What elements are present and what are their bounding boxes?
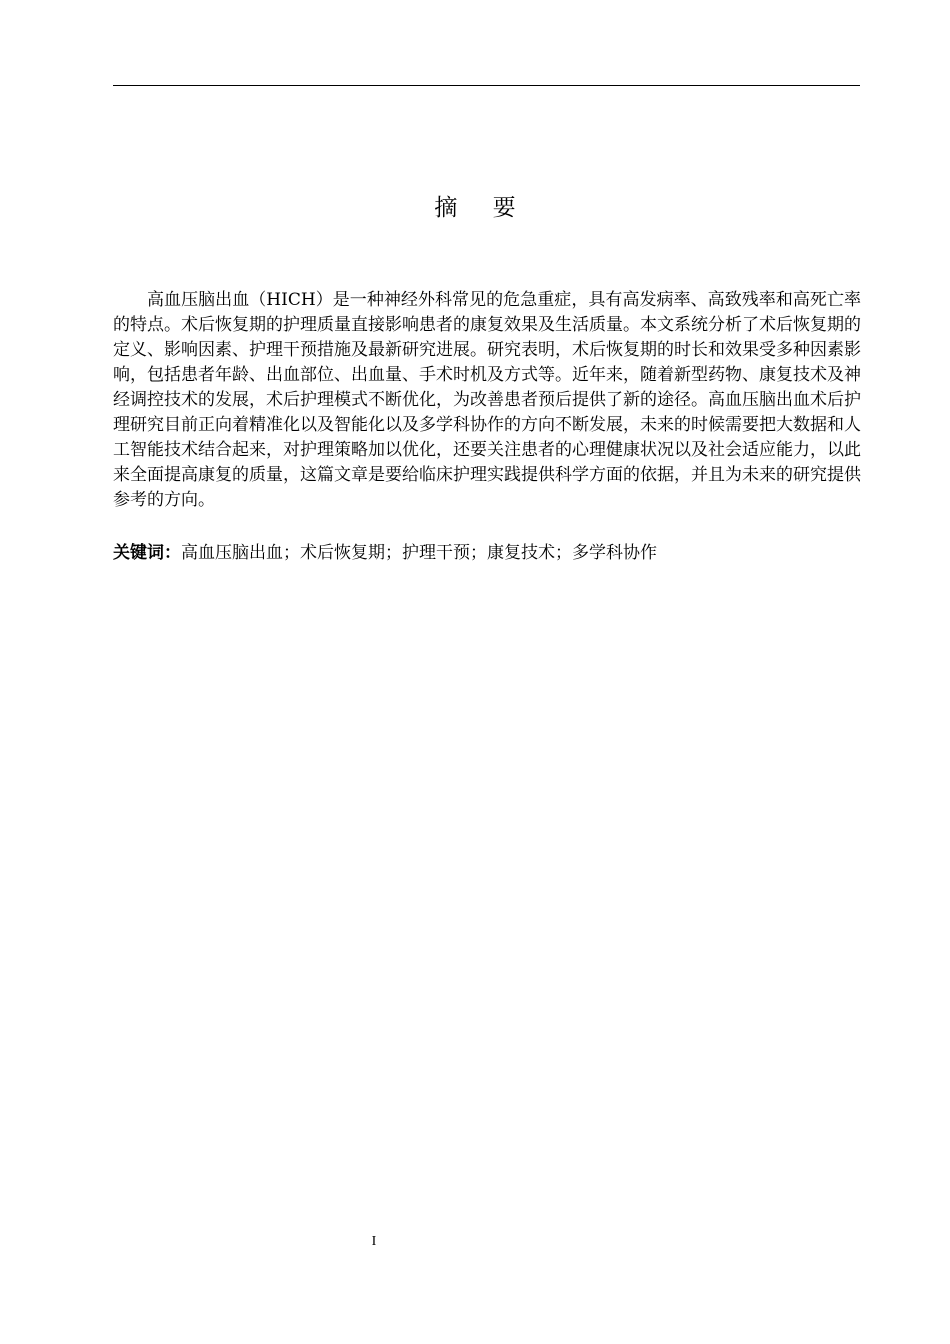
- keywords-line: [113, 541, 861, 566]
- page-number: I: [371, 1234, 377, 1249]
- abstract-body: 高血压脑出血（HICH）是一种神经外科常见的危急重症，具有高发病率、高致残率和高死亡率的特点。术后恢复期的护理质量直接影响患者的康复效果及生活质量。本文系统分析了术后恢复期的定义、影响因素、护理干预措施及最新研究进展。研究表明，术后恢复期的时长和效果受多种因素影响，包括患者年龄、出血部位、出血量、手术时机及方式等。近年来，随着新型药物、康复技术及神经调控技术的发展，术后护理模式不断优化，为改善患者预后提供了新的途径。高血压脑出血术后护理研究目前正向着精准化以及智能化以及多学科协作的方向不断发展，未来的时候需要把大数据和人工智能技术结合起来，对护理策略加以优化，还要关注患者的心理健康状况以及社会适应能力，以此来全面提高康复的质量，这篇文章是要给临床护理实践提供科学方面的依据，并且为未来的研究提供参考的方向。: [113, 290, 861, 510]
- keywords-label: 关键词：: [113, 543, 181, 563]
- header-rule: [113, 85, 860, 86]
- keywords-text: 高血压脑出血；术后恢复期；护理干预；康复技术；多学科协作: [181, 543, 657, 563]
- page-title: 摘 要: [434, 195, 530, 221]
